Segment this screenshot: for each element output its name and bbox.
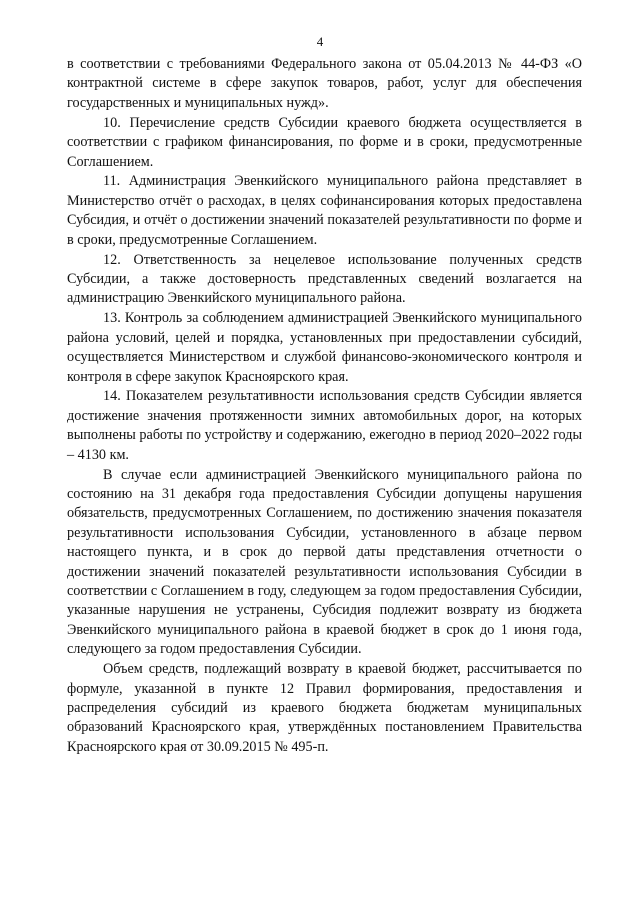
paragraph-item-11: 11. Администрация Эвенкийского муниципального района представляет в Министерство отчёт о расходах, в целях софинансирования которых предоставлена Субсидия, и отчёт о достижении значений показателей результативности по форме и в сроки, предусмотренные Соглашением. [67, 173, 582, 248]
paragraph-item-13: 13. Контроль за соблюдением администрацией Эвенкийского муниципального района условий, целей и порядка, установленных при предоставлении субсидий, осуществляется Министерством и службой финансово-экономического контроля и контроля в сфере закупок Красноярского края. [67, 310, 582, 385]
paragraph-item-12: 12. Ответственность за нецелевое использование полученных средств Субсидии, а также достоверность представленных сведений возлагается на администрацию Эвенкийского муниципального района. [67, 251, 582, 307]
document-body [67, 55, 582, 757]
page-number: 4 [316, 34, 324, 49]
paragraph-item-10: 10. Перечисление средств Субсидии краевого бюджета осуществляется в соответствии с графиком финансирования, по форме и в сроки, предусмотренные Соглашением. [67, 114, 582, 170]
paragraph-violation-clause: В случае если администрацией Эвенкийского муниципального района по состоянию на 31 декабря года предоставления Субсидии допущены нарушения обязательств, предусмотренных Соглашением, по достижению значения показателя результативности использования Субсидии, установленного в абзаце первом настоящего пункта, и в срок до первой даты представления отчетности о достижении значений показателей результативности использования Субсидии в соответствии с Соглашением в году, следующем за годом предоставления Субсидии, указанные нарушения не устранены, Субсидия подлежит возврату из бюджета Эвенкийского муниципального района в краевой бюджет в срок до 1 июня года, следующего за годом предоставления Субсидии. [67, 466, 582, 658]
paragraph-refund-formula: Объем средств, подлежащий возврату в краевой бюджет, рассчитывается по формуле, указанной в пункте 12 Правил формирования, предоставления и распределения субсидий из краевого бюджета бюджетам муниципальных образований Красноярского края, утверждённых постановлением Правительства Красноярского края от 30.09.2015 № 495-п. [67, 661, 582, 755]
paragraph-intro-continuation: в соответствии с требованиями Федерального закона от 05.04.2013 № 44-ФЗ «О контрактной системе в сфере закупок товаров, работ, услуг для обеспечения государственных и муниципальных нужд». [67, 56, 582, 111]
paragraph-item-14: 14. Показателем результативности использования средств Субсидии является достижение значения протяженности зимних автомобильных дорог, на которых выполнены работы по устройству и содержанию, ежегодно в период 2020–2022 годы – 4130 км. [67, 388, 582, 463]
